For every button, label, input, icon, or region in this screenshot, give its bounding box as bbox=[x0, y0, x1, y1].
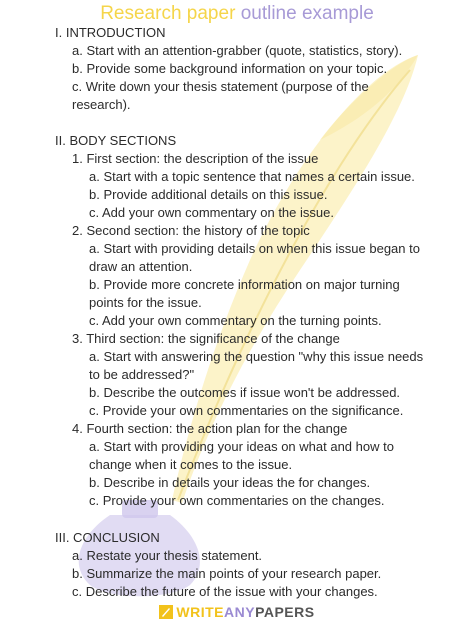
section-2-heading: 2. Second section: the history of the topic bbox=[72, 223, 310, 238]
conclusion-item-b: b. Summarize the main points of your research paper. bbox=[72, 566, 382, 581]
page-title bbox=[0, 2, 474, 26]
pen-logo-icon bbox=[159, 605, 173, 619]
footer-logo bbox=[0, 604, 474, 620]
section-2-item-a: a. Start with providing details on when this issue began to bbox=[89, 241, 420, 256]
section-2-item-b: b. Provide more concrete information on major turning bbox=[89, 277, 400, 292]
body-heading: II. BODY SECTIONS bbox=[55, 133, 177, 148]
section-3-item-c: c. Provide your own commentaries on the significance. bbox=[89, 403, 404, 418]
section-3-item-a-cont: to be addressed?" bbox=[89, 367, 195, 382]
footer-word-3: PAPERS bbox=[255, 604, 315, 620]
section-4-item-b: b. Describe in details your ideas the for changes. bbox=[89, 475, 371, 490]
section-3-item-b: b. Describe the outcomes if issue won't be addressed. bbox=[89, 385, 401, 400]
section-4-item-a: a. Start with providing your ideas on what and how to bbox=[89, 439, 394, 454]
section-2-item-a-cont: draw an attention. bbox=[89, 259, 193, 274]
intro-item-a: a. Start with an attention-grabber (quote, statistics, story). bbox=[72, 43, 403, 58]
section-3-heading: 3. Third section: the significance of the change bbox=[72, 331, 340, 346]
section-1-item-c: c. Add your own commentary on the issue. bbox=[89, 205, 334, 220]
footer-word-1: WRITE bbox=[176, 604, 224, 620]
section-1-item-b: b. Provide additional details on this issue. bbox=[89, 187, 328, 202]
intro-heading: I. INTRODUCTION bbox=[55, 25, 166, 40]
title-part-1: Research paper bbox=[100, 3, 236, 24]
conclusion-heading: III. CONCLUSION bbox=[55, 530, 160, 545]
title-part-2: outline example bbox=[240, 3, 374, 24]
intro-item-c: c. Write down your thesis statement (purpose of the bbox=[72, 79, 369, 94]
intro-item-c-cont: research). bbox=[72, 97, 131, 112]
section-3-item-a: a. Start with answering the question "why this issue needs bbox=[89, 349, 424, 364]
section-4-item-c: c. Provide your own commentaries on the changes. bbox=[89, 493, 385, 508]
conclusion-item-c: c. Describe the future of the issue with your changes. bbox=[72, 584, 378, 599]
footer-word-2: ANY bbox=[224, 604, 256, 620]
section-2-item-c: c. Add your own commentary on the turning points. bbox=[89, 313, 382, 328]
section-4-heading: 4. Fourth section: the action plan for the change bbox=[72, 421, 348, 436]
conclusion-item-a: a. Restate your thesis statement. bbox=[72, 548, 263, 563]
intro-item-b: b. Provide some background information on your topic. bbox=[72, 61, 388, 76]
section-1-heading: 1. First section: the description of the issue bbox=[72, 151, 319, 166]
section-1-item-a: a. Start with a topic sentence that names a certain issue. bbox=[89, 169, 415, 184]
section-4-item-a-cont: change when it comes to the issue. bbox=[89, 457, 293, 472]
section-2-item-b-cont: points for the issue. bbox=[89, 295, 202, 310]
